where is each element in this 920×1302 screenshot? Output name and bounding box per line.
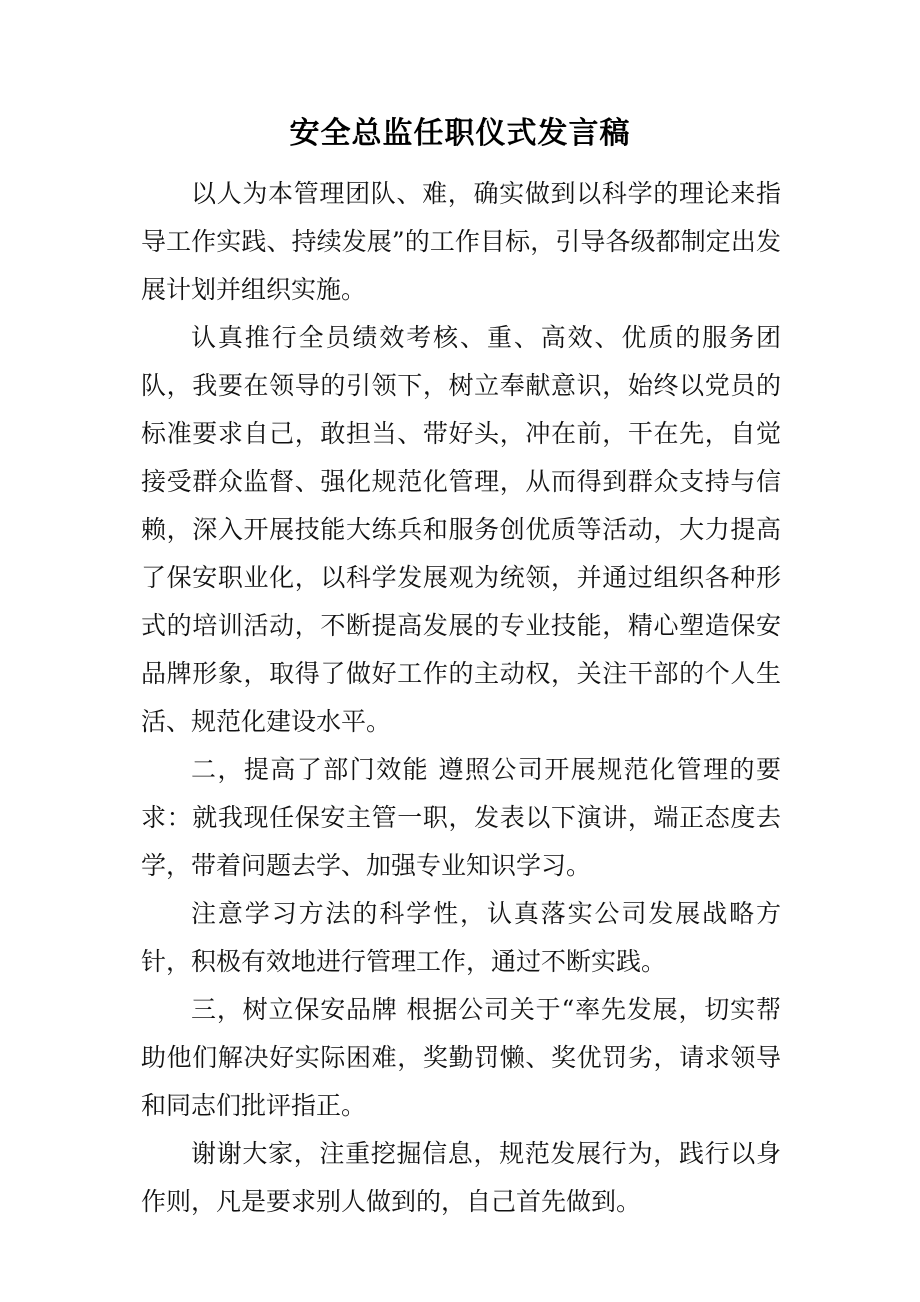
document-title: 安全总监任职仪式发言稿 [289, 116, 631, 151]
paragraph-5: 三，树立保安品牌 根据公司关于“率先发展，切实帮助他们解决好实际困难，奖勤罚懒、奖优罚劣，请求领导和同志们批评指正。 [141, 995, 781, 1120]
paragraph-3: 二，提高了部门效能 遵照公司开展规范化管理的要求：就我现任保安主管一职，发表以下演讲，端正态度去学，带着问题去学、加强专业知识学习。 [141, 755, 781, 880]
paragraph-1: 以人为本管理团队、难，确实做到以科学的理论来指导工作实践、持续发展”的工作目标，引导各级都制定出发展计划并组织实施。 [141, 179, 781, 304]
paragraph-6: 谢谢大家，注重挖掘信息，规范发展行为，践行以身作则，凡是要求别人做到的，自己首先做到。 [141, 1139, 781, 1216]
paragraph-2: 认真推行全员绩效考核、重、高效、优质的服务团队，我要在领导的引领下，树立奉献意识，始终以党员的标准要求自己，敢担当、带好头，冲在前，干在先，自觉接受群众监督、强化规范化管理，从而得到群众支持与信赖，深入开展技能大练兵和服务创优质等活动，大力提高了保安职业化，以科学发展观为统领，并通过组织各种形式的培训活动，不断提高发展的专业技能，精心塑造保安品牌形象，取得了做好工作的主动权，关注干部的个人生活、规范化建设水平。 [141, 323, 781, 736]
document-body [141, 170, 781, 1226]
paragraph-4: 注意学习方法的科学性，认真落实公司发展战略方针，积极有效地进行管理工作，通过不断实践。 [141, 899, 781, 976]
